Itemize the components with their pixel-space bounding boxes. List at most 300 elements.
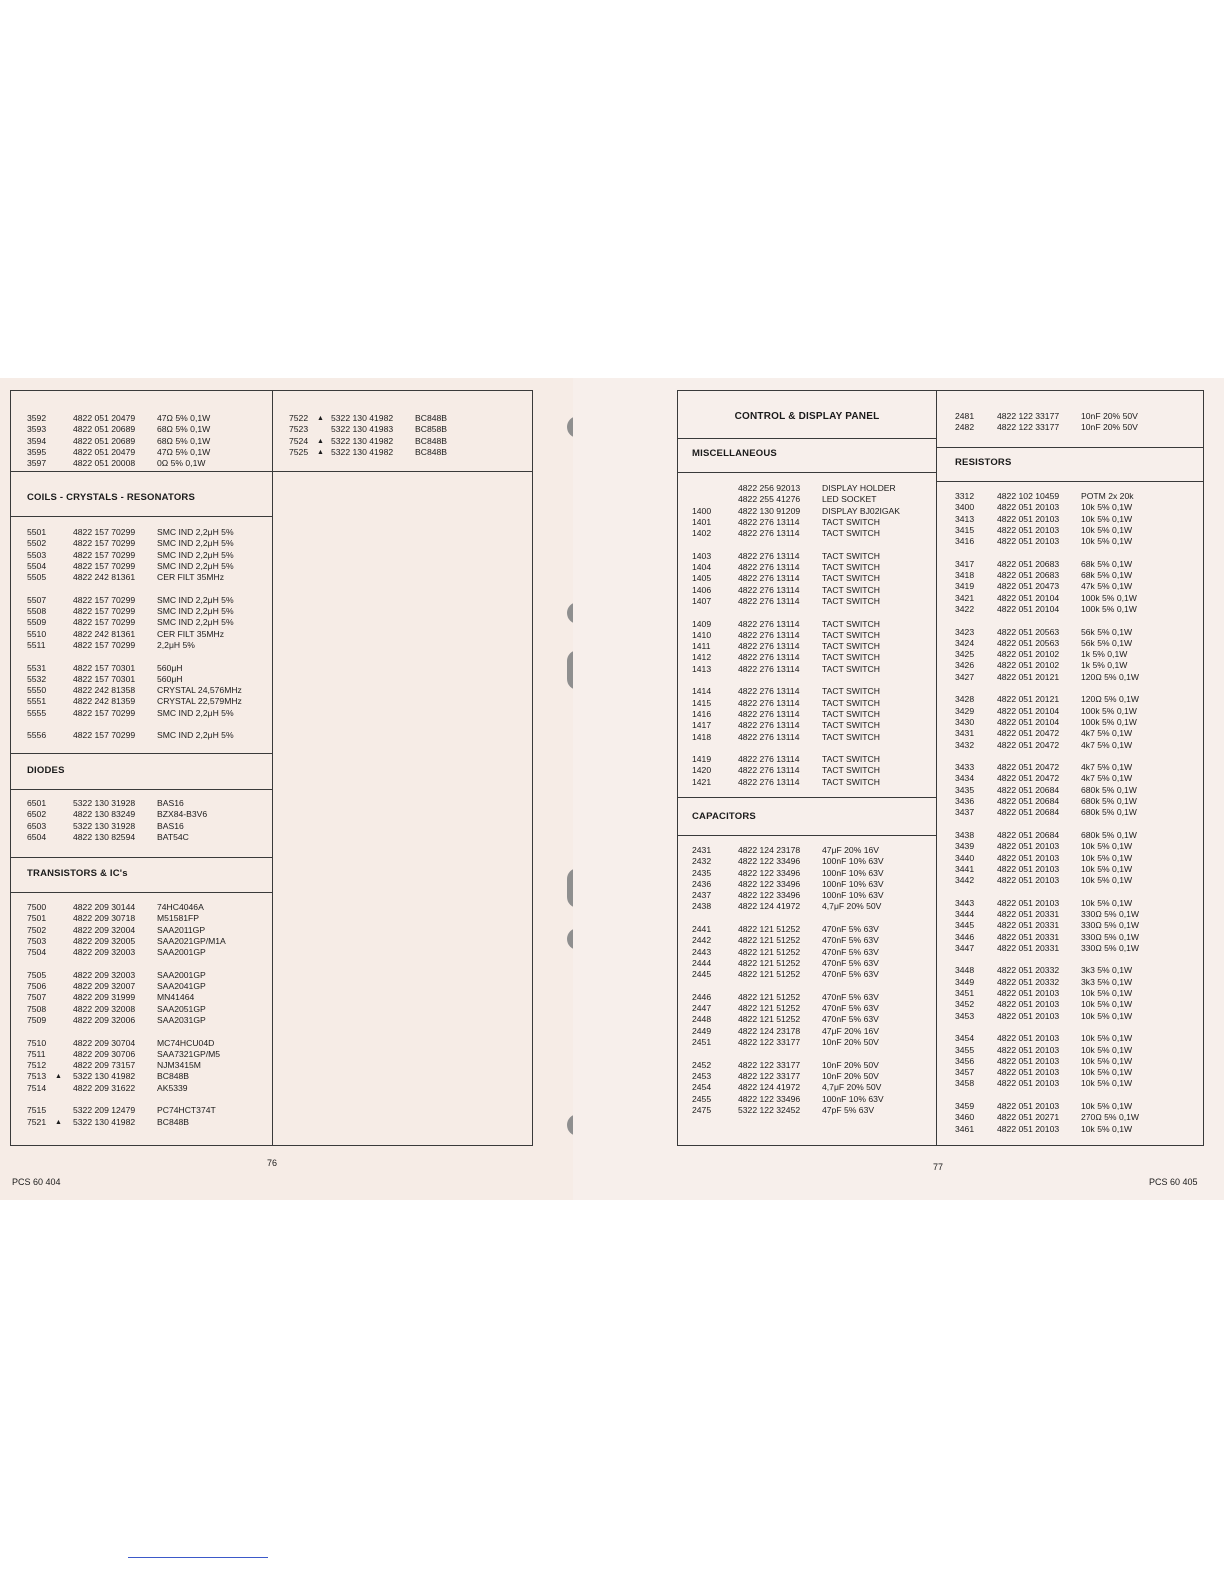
- part-order-code: 4822 051 20271: [997, 1112, 1060, 1123]
- part-row: [955, 491, 1203, 502]
- part-row: [955, 773, 1203, 784]
- part-description: PC74HCT374T: [157, 1105, 216, 1116]
- part-description: 10k 5% 0,1W: [1081, 852, 1133, 863]
- part-position-ref: 3597: [27, 458, 47, 469]
- part-row: [692, 1037, 936, 1048]
- part-order-code: 4822 276 13114: [738, 754, 800, 765]
- part-row: [955, 841, 1203, 852]
- part-description: TACT SWITCH: [822, 754, 880, 765]
- part-order-code: 4822 051 20103: [997, 1033, 1060, 1044]
- part-description: 120Ω 5% 0,1W: [1081, 671, 1140, 682]
- part-order-code: 4822 209 32007: [73, 981, 136, 992]
- part-position-ref: 1401: [692, 516, 712, 527]
- part-order-code: 4822 122 33177: [738, 1037, 801, 1048]
- part-row: [27, 1004, 272, 1015]
- part-description: 680k 5% 0,1W: [1081, 784, 1137, 795]
- part-order-code: 4822 121 51252: [738, 924, 801, 935]
- part-order-code: 4822 051 20472: [997, 728, 1060, 739]
- part-description: BAS16: [157, 820, 184, 831]
- part-position-ref: 3421: [955, 592, 975, 603]
- part-position-ref: 2482: [955, 422, 975, 433]
- part-row: [955, 988, 1203, 999]
- part-position-ref: 2445: [692, 969, 712, 980]
- part-row: [27, 1015, 272, 1026]
- part-row: [955, 525, 1203, 536]
- part-position-ref: 5503: [27, 549, 47, 560]
- part-position-ref: 2449: [692, 1025, 712, 1036]
- part-row: [27, 947, 272, 958]
- part-order-code: 4822 051 20331: [997, 931, 1060, 942]
- part-description: M51581FP: [157, 913, 200, 924]
- part-description: TACT SWITCH: [822, 720, 880, 731]
- part-row: [27, 913, 272, 924]
- part-order-code: 4822 121 51252: [738, 935, 801, 946]
- part-order-code: 4822 051 20103: [997, 1123, 1060, 1134]
- part-row: [692, 1105, 936, 1116]
- part-row: [27, 821, 272, 832]
- part-row: [955, 627, 1203, 638]
- part-order-code: 4822 051 20104: [997, 716, 1060, 727]
- part-description: SAA2001GP: [157, 969, 206, 980]
- part-row: [27, 629, 272, 640]
- safety-warning-icon: ▲: [317, 415, 324, 422]
- part-position-ref: 3449: [955, 976, 975, 987]
- part-position-ref: 7521: [27, 1116, 47, 1127]
- part-row: [955, 1101, 1203, 1112]
- part-row: [692, 732, 936, 743]
- part-position-ref: 3413: [955, 513, 975, 524]
- part-description: TACT SWITCH: [822, 618, 880, 629]
- part-order-code: 4822 276 13114: [738, 697, 800, 708]
- part-row: [27, 538, 272, 549]
- part-position-ref: 7503: [27, 935, 47, 946]
- part-position-ref: 1412: [692, 652, 712, 663]
- part-description: 68k 5% 0,1W: [1081, 570, 1133, 581]
- part-order-code: 4822 122 33177: [997, 411, 1060, 421]
- part-description: 10k 5% 0,1W: [1081, 1044, 1133, 1055]
- part-order-code: 4822 051 20331: [997, 908, 1060, 919]
- part-order-code: 4822 051 20103: [997, 863, 1060, 874]
- part-position-ref: 2481: [955, 411, 975, 421]
- part-row: [692, 698, 936, 709]
- part-order-code: 4822 209 32006: [73, 1014, 136, 1025]
- part-position-ref: 2454: [692, 1082, 712, 1093]
- part-description: 10k 5% 0,1W: [1081, 897, 1133, 908]
- part-order-code: 4822 051 20103: [997, 502, 1060, 513]
- part-row: [955, 1045, 1203, 1056]
- part-order-code: 4822 051 20103: [997, 875, 1060, 886]
- part-description: 47Ω 5% 0,1W: [157, 446, 211, 457]
- part-description: SAA2001GP: [157, 947, 206, 958]
- part-description: 10nF 20% 50V: [1081, 422, 1138, 433]
- part-row: [692, 1060, 936, 1071]
- part-order-code: 4822 209 73157: [73, 1060, 136, 1071]
- part-order-code: 4822 051 20563: [997, 626, 1060, 637]
- part-order-code: 4822 051 20563: [997, 637, 1060, 648]
- part-description: SMC IND 2,2μH 5%: [157, 594, 234, 605]
- capacitors-rows: [692, 845, 936, 1116]
- part-description: 100nF 10% 63V: [822, 878, 884, 889]
- part-description: CRYSTAL 22,579MHz: [157, 696, 242, 707]
- part-description: 470nF 5% 63V: [822, 957, 879, 968]
- part-order-code: 4822 276 13114: [738, 629, 800, 640]
- part-order-code: 4822 209 31622: [73, 1082, 136, 1093]
- part-row: [955, 570, 1203, 581]
- part-row: [692, 924, 936, 935]
- right-column-b: [937, 391, 1203, 1145]
- part-order-code: 4822 276 13114: [738, 562, 800, 573]
- part-order-code: 4822 276 13114: [738, 708, 800, 719]
- part-position-ref: 3444: [955, 908, 975, 919]
- section-rule: [678, 797, 936, 798]
- part-order-code: 4822 051 20684: [997, 807, 1060, 818]
- part-order-code: 4822 121 51252: [738, 946, 801, 957]
- part-position-ref: 5532: [27, 673, 47, 684]
- part-position-ref: 7524: [289, 435, 309, 446]
- part-order-code: 4822 051 20331: [997, 920, 1060, 931]
- part-position-ref: 3415: [955, 524, 975, 535]
- part-order-code: 4822 157 70299: [73, 538, 136, 549]
- part-description: 330Ω 5% 0,1W: [1081, 920, 1140, 931]
- part-order-code: 4822 209 32008: [73, 1003, 136, 1014]
- part-description: 4k7 5% 0,1W: [1081, 728, 1133, 739]
- part-row: [955, 559, 1203, 570]
- part-position-ref: 3429: [955, 705, 975, 716]
- part-position-ref: 3452: [955, 999, 975, 1010]
- part-order-code: 4822 051 20103: [997, 1055, 1060, 1066]
- part-order-code: 4822 051 20103: [997, 513, 1060, 524]
- part-order-code: 4822 051 20472: [997, 773, 1060, 784]
- part-position-ref: 1414: [692, 686, 712, 697]
- part-row: [955, 785, 1203, 796]
- footnote-rule: [128, 1557, 268, 1558]
- part-order-code: 4822 051 20479: [73, 446, 136, 457]
- part-row: [692, 901, 936, 912]
- part-position-ref: 3437: [955, 807, 975, 818]
- part-row: [692, 890, 936, 901]
- part-row: [27, 1071, 272, 1082]
- part-row: [692, 754, 936, 765]
- part-position-ref: 1421: [692, 776, 712, 787]
- part-row: [955, 502, 1203, 513]
- section-rule: [11, 857, 272, 858]
- part-position-ref: 1415: [692, 697, 712, 708]
- part-description: 47μF 20% 16V: [822, 1025, 880, 1036]
- part-order-code: 4822 121 51252: [738, 969, 801, 980]
- part-description: 10k 5% 0,1W: [1081, 1033, 1133, 1044]
- part-description: 100nF 10% 63V: [822, 890, 884, 901]
- part-description: 68Ω 5% 0,1W: [157, 435, 211, 446]
- part-description: 560μH: [157, 673, 183, 684]
- page-number: 76: [267, 1158, 278, 1168]
- part-position-ref: 3434: [955, 773, 975, 784]
- part-description: AK5339: [157, 1082, 188, 1093]
- part-position-ref: 3456: [955, 1055, 975, 1066]
- part-description: 10nF 20% 50V: [1081, 411, 1138, 421]
- part-description: SMC IND 2,2μH 5%: [157, 707, 234, 718]
- part-row: [27, 696, 272, 707]
- part-row: [955, 581, 1203, 592]
- part-position-ref: 1418: [692, 731, 712, 742]
- safety-warning-icon: ▲: [317, 437, 324, 445]
- part-order-code: 4822 051 20103: [997, 852, 1060, 863]
- part-position-ref: 2447: [692, 1003, 712, 1014]
- part-description: TACT SWITCH: [822, 652, 880, 663]
- part-position-ref: 2455: [692, 1093, 712, 1104]
- control-display-panel-title: CONTROL & DISPLAY PANEL: [734, 411, 880, 422]
- part-description: TACT SWITCH: [822, 731, 880, 742]
- left-parts-panel: [10, 390, 533, 1146]
- part-order-code: 4822 051 20103: [997, 841, 1060, 852]
- part-description: SMC IND 2,2μH 5%: [157, 549, 234, 560]
- part-position-ref: 3441: [955, 863, 975, 874]
- part-order-code: 4822 121 51252: [738, 1003, 801, 1014]
- part-position-ref: 5505: [27, 572, 47, 583]
- part-description: 10k 5% 0,1W: [1081, 875, 1133, 886]
- part-position-ref: 3426: [955, 660, 975, 671]
- miscellaneous-section-title: MISCELLANEOUS: [692, 448, 777, 459]
- part-order-code: 4822 157 70301: [73, 662, 136, 673]
- right-column-a: [678, 391, 937, 1145]
- part-position-ref: 1409: [692, 618, 712, 629]
- part-position-ref: 7500: [27, 902, 47, 912]
- part-description: POTM 2x 20k: [1081, 491, 1134, 501]
- part-position-ref: 3443: [955, 897, 975, 908]
- part-order-code: 4822 121 51252: [738, 1014, 801, 1025]
- section-rule: [678, 472, 936, 473]
- part-order-code: 4822 255 41276: [738, 494, 801, 505]
- part-order-code: 4822 051 20332: [997, 976, 1060, 987]
- part-position-ref: 3595: [27, 446, 47, 457]
- part-description: TACT SWITCH: [822, 641, 880, 652]
- part-position-ref: 2475: [692, 1104, 712, 1115]
- part-description: 10k 5% 0,1W: [1081, 1055, 1133, 1066]
- part-description: 10k 5% 0,1W: [1081, 1123, 1133, 1134]
- part-position-ref: 3454: [955, 1033, 975, 1044]
- part-description: 3k3 5% 0,1W: [1081, 976, 1133, 987]
- part-order-code: 4822 209 32003: [73, 969, 136, 980]
- part-description: 1k 5% 0,1W: [1081, 660, 1128, 671]
- part-order-code: 4822 051 20479: [73, 413, 136, 423]
- part-row: [955, 1112, 1203, 1123]
- part-position-ref: 3425: [955, 649, 975, 660]
- part-order-code: 5322 130 41982: [331, 435, 394, 446]
- part-description: TACT SWITCH: [822, 516, 880, 527]
- part-position-ref: 5501: [27, 527, 47, 537]
- part-description: BZX84-B3V6: [157, 809, 208, 820]
- part-row: [27, 447, 272, 458]
- part-row: [27, 970, 272, 981]
- part-row: [289, 447, 532, 458]
- section-rule: [937, 481, 1203, 482]
- part-row: [955, 932, 1203, 943]
- part-description: 100nF 10% 63V: [822, 856, 884, 867]
- part-description: SAA2031GP: [157, 1014, 206, 1025]
- part-description: 10k 5% 0,1W: [1081, 863, 1133, 874]
- part-order-code: 4822 122 33496: [738, 878, 801, 889]
- part-description: 100k 5% 0,1W: [1081, 592, 1137, 603]
- part-position-ref: 3455: [955, 1044, 975, 1055]
- part-order-code: 4822 122 33177: [738, 1059, 801, 1070]
- part-order-code: 4822 124 23178: [738, 845, 801, 855]
- part-row: [955, 762, 1203, 773]
- part-position-ref: 3453: [955, 1010, 975, 1021]
- part-order-code: 4822 276 13114: [738, 686, 800, 697]
- part-order-code: 4822 124 41972: [738, 901, 801, 912]
- part-order-code: 4822 157 70299: [73, 707, 136, 718]
- part-row: [955, 649, 1203, 660]
- part-description: SAA7321GP/M5: [157, 1048, 221, 1059]
- part-order-code: 4822 209 32004: [73, 924, 136, 935]
- part-order-code: 5322 130 41983: [331, 424, 394, 435]
- part-row: [955, 672, 1203, 683]
- part-position-ref: 2453: [692, 1070, 712, 1081]
- part-row: [692, 573, 936, 584]
- part-order-code: 4822 051 20008: [73, 458, 136, 469]
- part-description: TACT SWITCH: [822, 765, 880, 776]
- part-order-code: 4822 051 20103: [997, 897, 1060, 908]
- part-position-ref: 3435: [955, 784, 975, 795]
- part-description: TACT SWITCH: [822, 697, 880, 708]
- part-position-ref: 3446: [955, 931, 975, 942]
- part-order-code: 4822 051 20331: [997, 942, 1060, 953]
- part-position-ref: 2448: [692, 1014, 712, 1025]
- part-description: 10k 5% 0,1W: [1081, 1078, 1133, 1089]
- section-rule: [937, 447, 1203, 448]
- part-row: [27, 436, 272, 447]
- part-order-code: 5322 130 31928: [73, 820, 136, 831]
- part-order-code: 4822 051 20103: [997, 988, 1060, 999]
- part-description: TACT SWITCH: [822, 595, 880, 606]
- part-description: 100k 5% 0,1W: [1081, 603, 1137, 614]
- part-description: SAA2021GP/M1A: [157, 935, 226, 946]
- part-row: [27, 936, 272, 947]
- part-row: [692, 483, 936, 494]
- part-description: 47k 5% 0,1W: [1081, 581, 1133, 592]
- part-row: [692, 652, 936, 663]
- footer-code: PCS 60 405: [1149, 1177, 1198, 1187]
- part-order-code: 4822 242 81358: [73, 685, 136, 696]
- part-description: 470nF 5% 63V: [822, 1014, 879, 1025]
- part-position-ref: 1416: [692, 708, 712, 719]
- part-row: [289, 424, 532, 435]
- part-row: [955, 999, 1203, 1010]
- part-row: [27, 902, 272, 913]
- part-order-code: 4822 051 20683: [997, 558, 1060, 569]
- part-position-ref: 5511: [27, 639, 46, 650]
- left-column-b: [273, 391, 532, 1145]
- part-row: [27, 1083, 272, 1094]
- part-description: 100nF 10% 63V: [822, 1093, 884, 1104]
- safety-warning-icon: ▲: [55, 1118, 62, 1126]
- part-position-ref: 6503: [27, 820, 47, 831]
- part-row: [27, 674, 272, 685]
- section-rule: [678, 438, 936, 439]
- part-order-code: 4822 276 13114: [738, 663, 800, 674]
- part-position-ref: 2436: [692, 878, 712, 889]
- part-description: TACT SWITCH: [822, 528, 880, 539]
- part-description: TACT SWITCH: [822, 776, 880, 787]
- part-position-ref: 2452: [692, 1059, 712, 1070]
- part-row: [955, 514, 1203, 525]
- part-order-code: 4822 157 70299: [73, 527, 136, 537]
- part-position-ref: 7505: [27, 969, 47, 980]
- part-description: 4,7μF 20% 50V: [822, 1082, 882, 1093]
- part-row: [27, 708, 272, 719]
- right-parts-panel: [677, 390, 1204, 1146]
- part-description: 47μF 20% 16V: [822, 845, 880, 855]
- left-column-a: [11, 391, 273, 1145]
- part-row: [27, 809, 272, 820]
- resistor-continuation-rows: [27, 413, 272, 469]
- part-row: [955, 706, 1203, 717]
- part-order-code: 4822 209 30718: [73, 913, 136, 924]
- part-row: [955, 1124, 1203, 1135]
- part-row: [955, 830, 1203, 841]
- part-row: [955, 943, 1203, 954]
- part-description: SMC IND 2,2μH 5%: [157, 560, 234, 571]
- part-description: 470nF 5% 63V: [822, 969, 879, 980]
- part-position-ref: 1410: [692, 629, 712, 640]
- part-description: 270Ω 5% 0,1W: [1081, 1112, 1140, 1123]
- part-position-ref: 1407: [692, 595, 712, 606]
- part-order-code: 4822 157 70301: [73, 673, 136, 684]
- left-page: [0, 378, 573, 1200]
- part-description: 330Ω 5% 0,1W: [1081, 931, 1140, 942]
- part-position-ref: 1400: [692, 505, 712, 516]
- part-row: [692, 596, 936, 607]
- part-row: [27, 550, 272, 561]
- part-position-ref: 7506: [27, 981, 47, 992]
- part-position-ref: 1420: [692, 765, 712, 776]
- part-order-code: 5322 209 12479: [73, 1105, 136, 1116]
- part-position-ref: 5509: [27, 617, 47, 628]
- part-position-ref: 3430: [955, 716, 975, 727]
- part-position-ref: 3461: [955, 1123, 975, 1134]
- part-position-ref: 3447: [955, 942, 975, 953]
- part-position-ref: 6502: [27, 809, 47, 820]
- part-row: [27, 424, 272, 435]
- part-position-ref: 3459: [955, 1101, 975, 1112]
- footer-code: PCS 60 404: [12, 1177, 61, 1187]
- part-position-ref: 3594: [27, 435, 47, 446]
- part-position-ref: 3439: [955, 841, 975, 852]
- part-description: TACT SWITCH: [822, 562, 880, 573]
- part-order-code: 4822 121 51252: [738, 957, 801, 968]
- part-order-code: 4822 130 83249: [73, 809, 136, 820]
- part-description: 330Ω 5% 0,1W: [1081, 942, 1140, 953]
- part-order-code: 4822 051 20103: [997, 999, 1060, 1010]
- part-order-code: 5322 130 41982: [331, 413, 394, 423]
- part-description: 4,7μF 20% 50V: [822, 901, 882, 912]
- part-position-ref: 7525: [289, 446, 309, 457]
- part-position-ref: 3418: [955, 570, 975, 581]
- part-position-ref: 3423: [955, 626, 975, 637]
- part-row: [27, 561, 272, 572]
- part-order-code: 4822 051 20104: [997, 705, 1060, 716]
- part-position-ref: 6504: [27, 831, 47, 842]
- part-row: [692, 1082, 936, 1093]
- part-description: TACT SWITCH: [822, 629, 880, 640]
- part-description: DISPLAY BJ02IGAK: [822, 505, 901, 516]
- part-position-ref: 2451: [692, 1037, 712, 1048]
- part-description: 56k 5% 0,1W: [1081, 626, 1133, 637]
- part-position-ref: 7509: [27, 1014, 47, 1025]
- part-description: BC848B: [415, 435, 448, 446]
- part-description: TACT SWITCH: [822, 573, 880, 584]
- part-row: [27, 992, 272, 1003]
- resistors-rows: [955, 491, 1203, 1135]
